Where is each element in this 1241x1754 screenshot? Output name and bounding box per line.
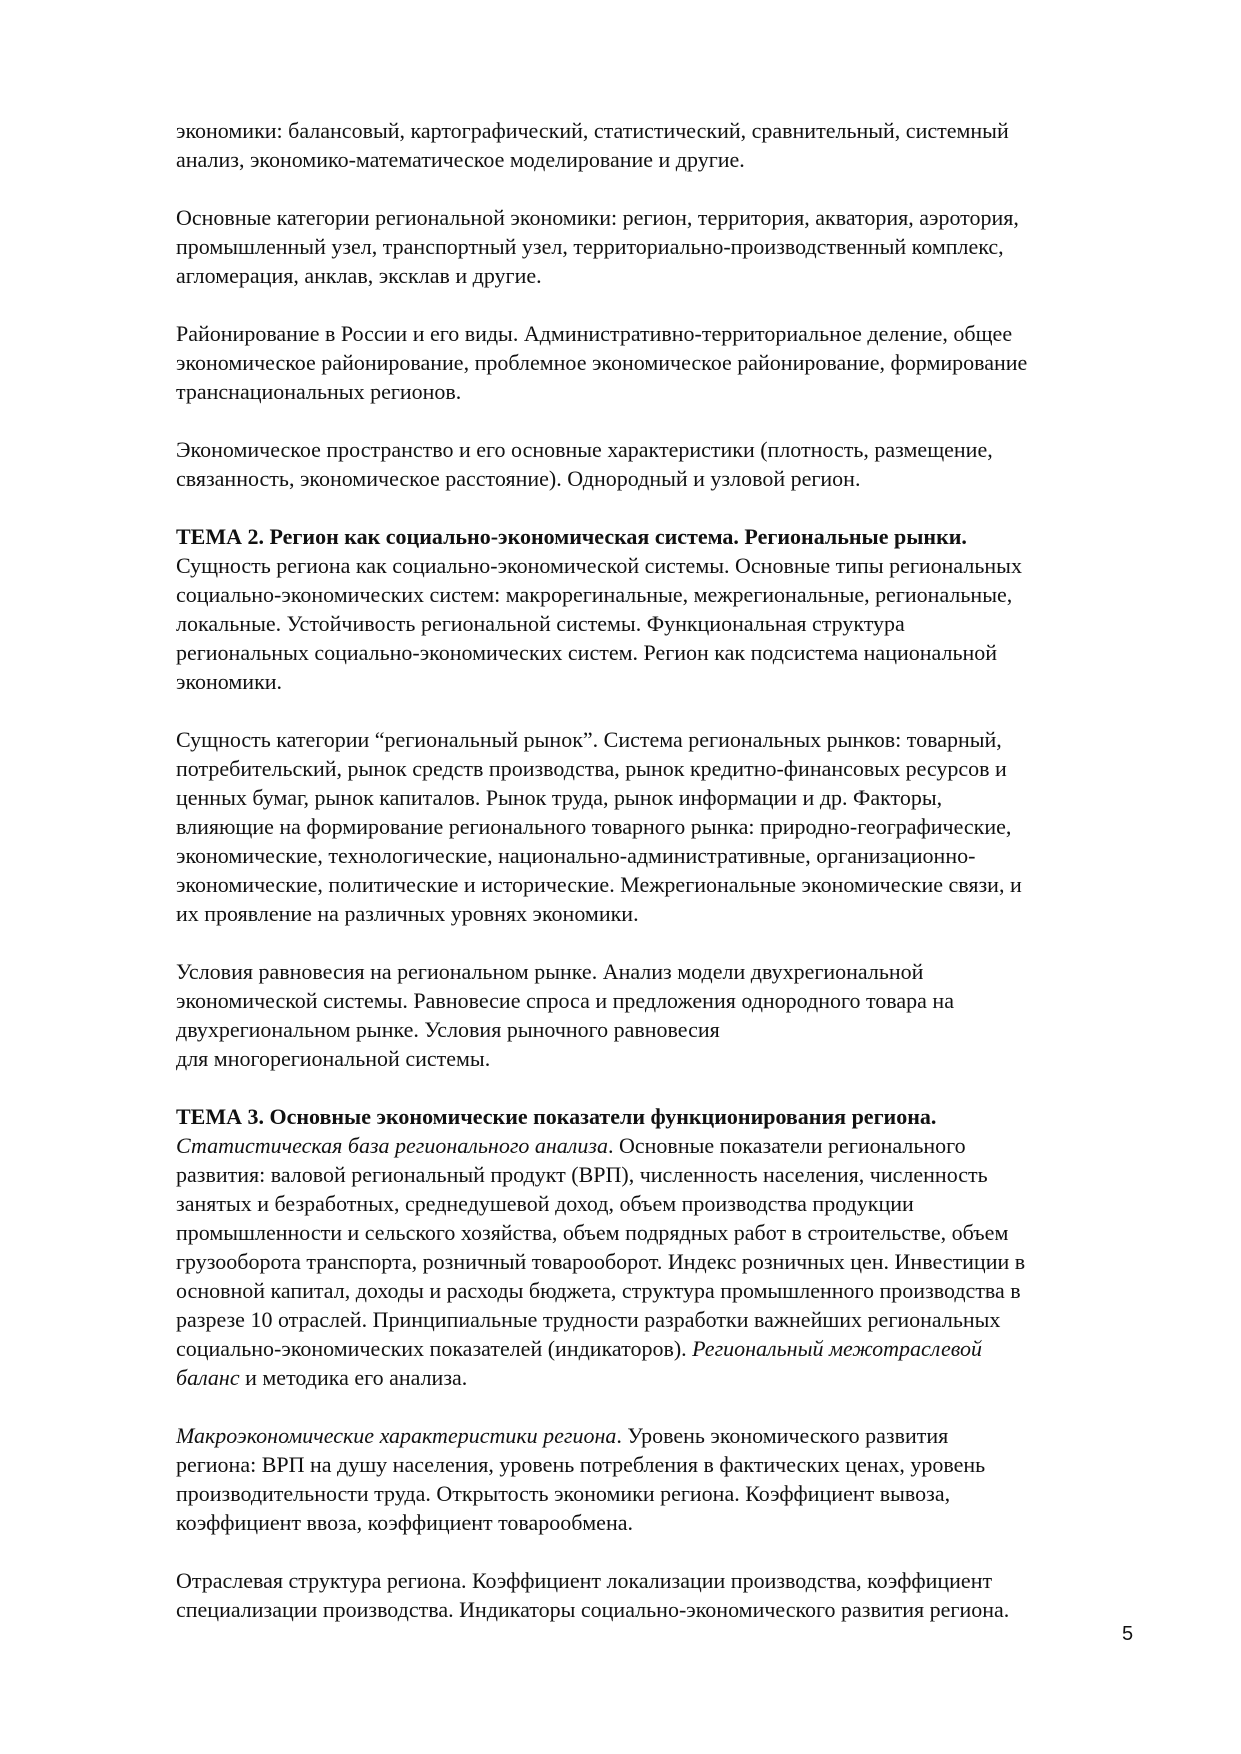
text-line: Основные категории региональной экономики: регион, территория, акватория, аэротория,: [176, 205, 1019, 230]
italic-term: Статистическая база регионального анализа: [176, 1133, 608, 1158]
text-line: региональных социально-экономических систем. Регион как подсистема национальной: [176, 640, 998, 665]
text-line: экономические, технологические, национально-административные, организационно-: [176, 843, 976, 868]
text-line: Районирование в России и его виды. Административно-территориальное деление, общее: [176, 321, 1013, 346]
text-line: экономическое районирование, проблемное экономическое районирование, формирование: [176, 350, 1028, 375]
text-line: промышленности и сельского хозяйства, объем подрядных работ в строительстве, объем: [176, 1220, 1009, 1245]
text-line: экономики: балансовый, картографический, статистический, сравнительный, системный: [176, 118, 1009, 143]
text-line: [176, 1334, 1156, 1363]
text-line: Экономическое пространство и его основные характеристики (плотность, размещение,: [176, 437, 993, 462]
text-fragment: и методика его анализа.: [239, 1365, 468, 1390]
text-fragment: . Основные показатели регионального: [608, 1133, 966, 1158]
text-line: региона: ВРП на душу населения, уровень потребления в фактических ценах, уровень: [176, 1452, 986, 1477]
text-line: разрезе 10 отраслей. Принципиальные трудности разработки важнейших региональных: [176, 1307, 1001, 1332]
paragraph-macro-characteristics: [176, 1421, 1156, 1537]
text-line: ценных бумаг, рынок капиталов. Рынок труда, рынок информации и др. Факторы,: [176, 785, 943, 810]
text-line: локальные. Устойчивость региональной системы. Функциональная структура: [176, 611, 905, 636]
section-topic-2: [176, 522, 1156, 696]
text-line: двухрегиональном рынке. Условия рыночного равновесия: [176, 1017, 720, 1042]
italic-term: баланс: [176, 1365, 240, 1390]
text-line: транснациональных регионов.: [176, 379, 462, 404]
paragraph-economic-space: [176, 435, 1156, 493]
text-line: специализации производства. Индикаторы социально-экономического развития региона.: [176, 1597, 1010, 1622]
paragraph-zoning: [176, 319, 1156, 406]
text-line: производительности труда. Открытость экономики региона. Коэффициент вывоза,: [176, 1481, 951, 1506]
text-fragment: . Уровень экономического развития: [616, 1423, 949, 1448]
text-line: для многорегиональной системы.: [176, 1046, 491, 1071]
italic-term: Региональный межотраслевой: [692, 1336, 982, 1361]
text-line: анализ, экономико-математическое моделирование и другие.: [176, 147, 745, 172]
text-line: основной капитал, доходы и расходы бюджета, структура промышленного производства в: [176, 1278, 1021, 1303]
text-line: Сущность категории “региональный рынок”. Система региональных рынков: товарный,: [176, 727, 1002, 752]
text-line: агломерация, анклав, эксклав и другие.: [176, 263, 542, 288]
text-line: [176, 1363, 1156, 1392]
text-line: связанность, экономическое расстояние). Однородный и узловой регион.: [176, 466, 861, 491]
topic-3-heading: ТЕМА 3. Основные экономические показатели функционирования региона.: [176, 1104, 937, 1129]
text-line: развития: валовой региональный продукт (ВРП), численность населения, численность: [176, 1162, 988, 1187]
text-line: экономические, политические и исторические. Межрегиональные экономические связи, и: [176, 872, 1022, 897]
italic-term: Макроэкономические характеристики региона: [176, 1423, 617, 1448]
text-line: коэффициент ввоза, коэффициент товарообмена.: [176, 1510, 633, 1535]
text-line: грузооборота транспорта, розничный товарооборот. Индекс розничных цен. Инвестиции в: [176, 1249, 1026, 1274]
text-line: Отраслевая структура региона. Коэффициент локализации производства, коэффициент: [176, 1568, 993, 1593]
text-line: Сущность региона как социально-экономической системы. Основные типы региональных: [176, 553, 1022, 578]
text-line: социально-экономических систем: макрорегинальные, межрегиональные, региональные,: [176, 582, 1013, 607]
paragraph-methods: [176, 116, 1156, 174]
text-line: влияющие на формирование регионального товарного рынка: природно-географические,: [176, 814, 1012, 839]
text-line: [176, 1421, 1156, 1450]
text-line: экономической системы. Равновесие спроса и предложения однородного товара на: [176, 988, 954, 1013]
text-fragment: социально-экономических показателей (индикаторов).: [176, 1336, 693, 1361]
section-topic-3: [176, 1102, 1156, 1392]
topic-2-heading: ТЕМА 2. Регион как социально-экономическая система. Региональные рынки.: [176, 524, 967, 549]
text-line: экономики.: [176, 669, 283, 694]
text-line: [176, 1131, 1156, 1160]
paragraph-categories: [176, 203, 1156, 290]
page-number: 5: [1122, 1623, 1134, 1645]
paragraph-regional-market: [176, 725, 1156, 928]
paragraph-sector-structure: [176, 1566, 1156, 1624]
paragraph-equilibrium: [176, 957, 1156, 1073]
document-page: [176, 116, 1156, 1624]
text-line: их проявление на различных уровнях экономики.: [176, 901, 639, 926]
text-line: промышленный узел, транспортный узел, территориально-производственный комплекс,: [176, 234, 1004, 259]
text-line: занятых и безработных, среднедушевой доход, объем производства продукции: [176, 1191, 914, 1216]
text-line: Условия равновесия на региональном рынке. Анализ модели двухрегиональной: [176, 959, 924, 984]
text-line: потребительский, рынок средств производства, рынок кредитно-финансовых ресурсов и: [176, 756, 1007, 781]
